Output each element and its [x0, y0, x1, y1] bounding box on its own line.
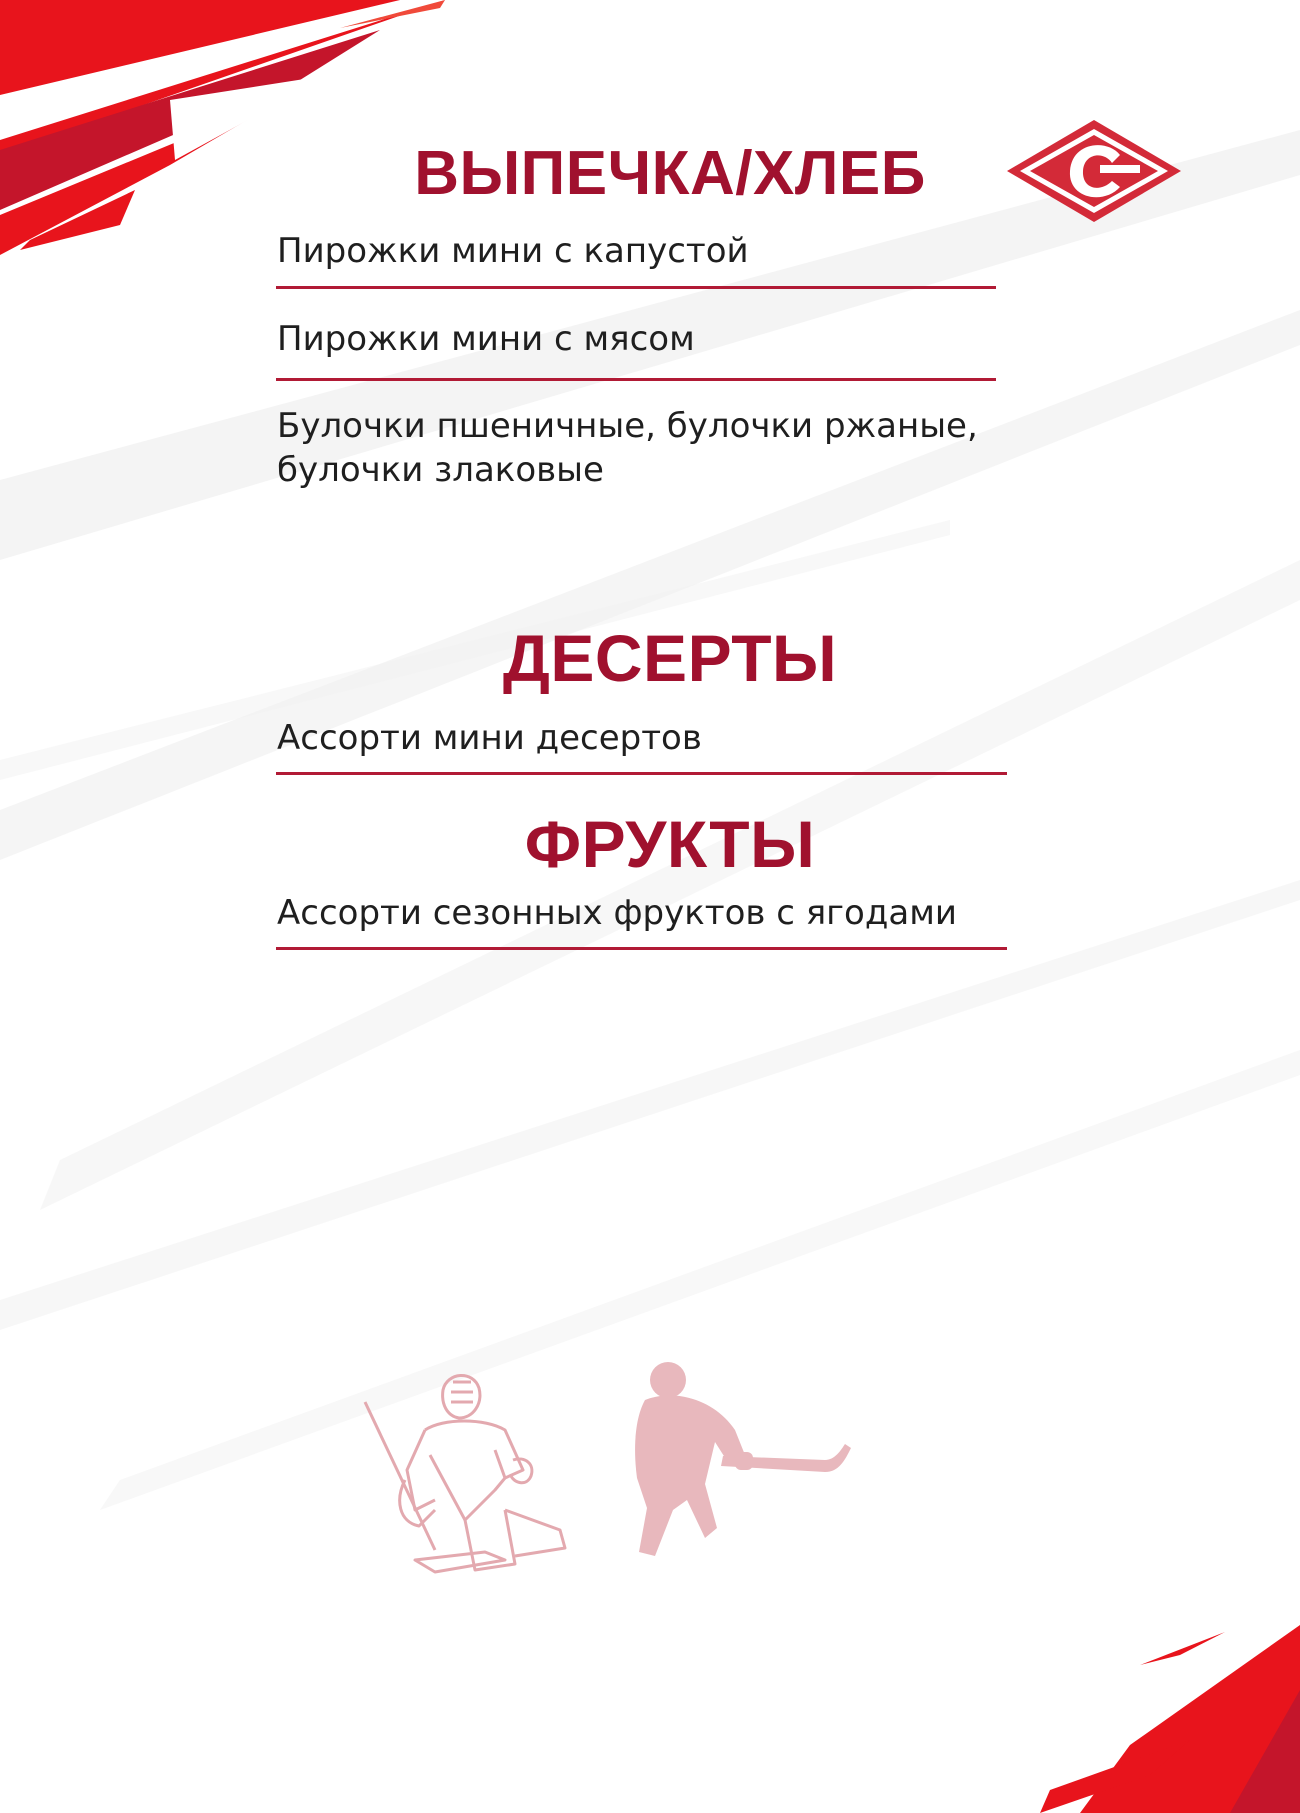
section-title-desserts: ДЕСЕРТЫ [502, 621, 838, 695]
red-stripes-top-left [0, 0, 445, 255]
section-title-bakery: ВЫПЕЧКА/ХЛЕБ [414, 139, 926, 208]
menu-item: Пирожки мини с капустой [277, 231, 749, 271]
hockey-player-icon [635, 1362, 851, 1556]
menu-item-line-1: Булочки пшеничные, булочки ржаные, [277, 406, 978, 446]
menu-item: Ассорти сезонных фруктов с ягодами [277, 893, 957, 933]
item-divider [276, 378, 996, 381]
hockey-goalie-icon [365, 1375, 565, 1572]
hockey-illustration [355, 1360, 945, 1590]
red-stripes-bottom-right [1040, 1625, 1300, 1813]
item-divider [276, 772, 1007, 775]
menu-item: Ассорти мини десертов [277, 718, 702, 758]
section-title-fruits: ФРУКТЫ [524, 807, 816, 881]
menu-item-line-2: булочки злаковые [277, 450, 604, 490]
menu-item: Пирожки мини с мясом [277, 319, 695, 359]
item-divider [276, 286, 996, 289]
item-divider [276, 947, 1007, 950]
